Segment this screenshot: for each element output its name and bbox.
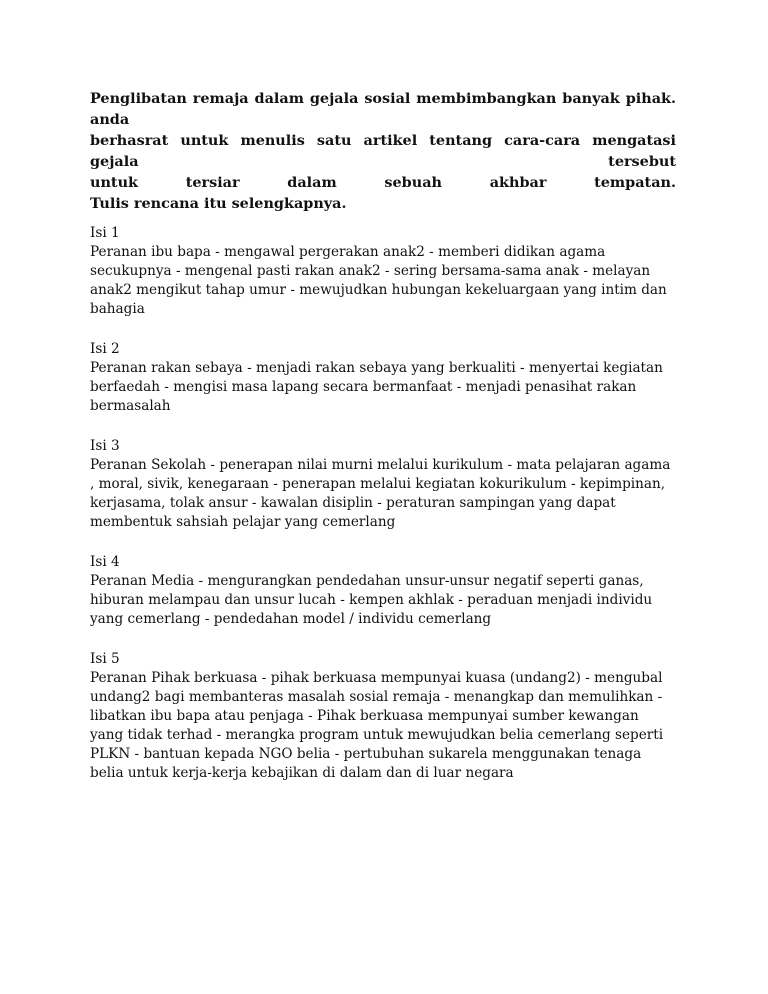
section-heading: Isi 1 xyxy=(90,225,120,241)
section-isi-4 xyxy=(90,553,676,629)
section-heading: Isi 2 xyxy=(90,341,120,357)
section-body: Peranan Pihak berkuasa - pihak berkuasa mempunyai kuasa (undang2) - mengubal undang2 bagi membanteras masalah sosial remaja - menangkap dan memulihkan - libatkan ibu bapa atau penjaga - Pihak berkuasa mempunyai sumber kewangan yang tidak terhad - merangka program untuk mewujudkan belia cemerlang seperti PLKN - bantuan kepada NGO belia - pertubuhan sukarela menggunakan tenaga belia untuk kerja-kerja kebajikan di dalam dan di luar negara xyxy=(90,670,664,781)
question-line-1: Penglibatan remaja dalam gejala sosial membimbangkan banyak pihak. anda xyxy=(90,90,676,128)
essay-question xyxy=(90,88,676,214)
document-page xyxy=(90,88,676,804)
question-line-4: Tulis rencana itu selengkapnya. xyxy=(90,195,347,212)
section-heading: Isi 4 xyxy=(90,554,120,570)
section-body: Peranan Sekolah - penerapan nilai murni melalui kurikulum - mata pelajaran agama , moral, sivik, kenegaraan - penerapan melalui kegiatan kokurikulum - kepimpinan, kerjasama, tolak ansur - kawalan disiplin - peraturan sampingan yang dapat membentuk sahsiah pelajar yang cemerlang xyxy=(90,457,671,530)
section-heading: Isi 3 xyxy=(90,438,120,454)
section-body: Peranan ibu bapa - mengawal pergerakan anak2 - memberi didikan agama secukupnya - mengenal pasti rakan anak2 - sering bersama-sama anak - melayan anak2 mengikut tahap umur - mewujudkan hubungan kekeluargaan yang intim dan bahagia xyxy=(90,244,667,317)
section-heading: Isi 5 xyxy=(90,651,120,667)
section-isi-2 xyxy=(90,340,676,416)
question-line-2: berhasrat untuk menulis satu artikel tentang cara-cara mengatasi gejala tersebut xyxy=(90,132,676,170)
question-line-3: untuk tersiar dalam sebuah akhbar tempatan. xyxy=(90,174,676,191)
section-body: Peranan Media - mengurangkan pendedahan unsur-unsur negatif seperti ganas, hiburan melampau dan unsur lucah - kempen akhlak - peraduan menjadi individu yang cemerlang - pendedahan model / individu cemerlang xyxy=(90,573,653,627)
section-body: Peranan rakan sebaya - menjadi rakan sebaya yang berkualiti - menyertai kegiatan berfaedah - mengisi masa lapang secara bermanfaat - menjadi penasihat rakan bermasalah xyxy=(90,360,663,414)
section-isi-5 xyxy=(90,650,676,783)
section-isi-1 xyxy=(90,224,676,319)
section-isi-3 xyxy=(90,437,676,532)
